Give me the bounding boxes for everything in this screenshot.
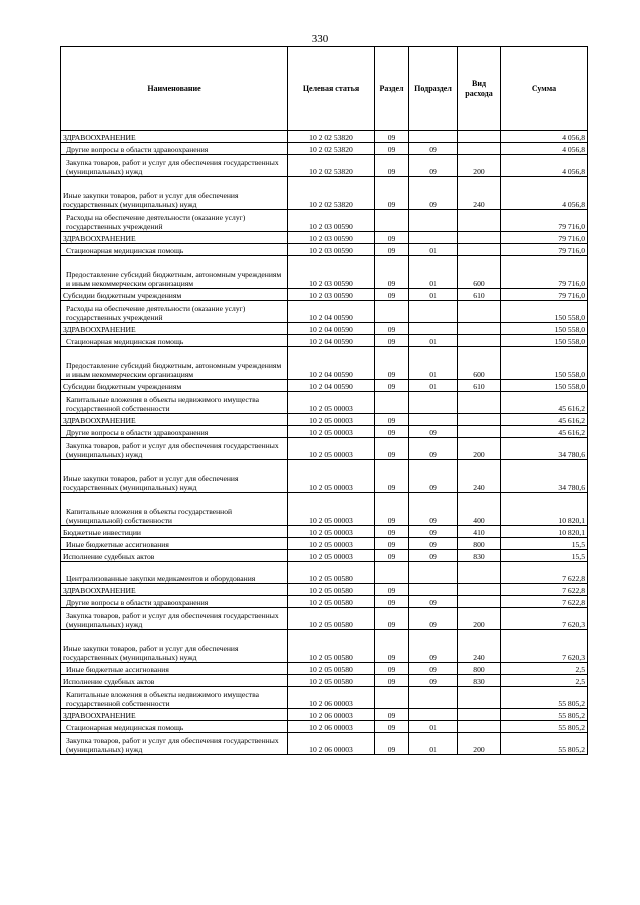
row-name-cell: Капитальные вложения в объекты недвижимого имущества государственной собственности (61, 392, 288, 414)
row-vid-cell (458, 143, 501, 155)
row-code-cell: 10 2 04 00590 (288, 347, 375, 380)
row-razdel-cell (375, 210, 409, 232)
row-code-cell: 10 2 06 00003 (288, 733, 375, 755)
row-sum-cell: 55 805,2 (501, 733, 588, 755)
row-code-cell: 10 2 05 00003 (288, 493, 375, 526)
row-podrazdel-cell (409, 584, 458, 596)
row-sum-cell: 150 558,0 (501, 323, 588, 335)
row-code-cell: 10 2 05 00003 (288, 550, 375, 562)
row-vid-cell: 400 (458, 493, 501, 526)
row-podrazdel-cell (409, 301, 458, 323)
table-row (61, 608, 588, 630)
row-razdel-cell: 09 (375, 256, 409, 289)
table-row (61, 550, 588, 562)
row-vid-cell (458, 596, 501, 608)
row-sum-cell: 79 716,0 (501, 232, 588, 244)
row-name-cell: ЗДРАВООХРАНЕНИЕ (61, 584, 288, 596)
row-podrazdel-cell (409, 392, 458, 414)
table-row (61, 256, 588, 289)
row-code-cell: 10 2 05 00580 (288, 663, 375, 675)
row-razdel-cell: 09 (375, 709, 409, 721)
row-name-cell: ЗДРАВООХРАНЕНИЕ (61, 323, 288, 335)
row-podrazdel-cell: 09 (409, 608, 458, 630)
row-code-cell: 10 2 06 00003 (288, 709, 375, 721)
row-vid-cell: 800 (458, 538, 501, 550)
row-code-cell: 10 2 02 53820 (288, 143, 375, 155)
table-row (61, 210, 588, 232)
row-code-cell: 10 2 03 00590 (288, 244, 375, 256)
row-vid-cell: 240 (458, 460, 501, 493)
row-name-cell: Предоставление субсидий бюджетным, автономным учреждениям и иным некоммерческим организациям (61, 256, 288, 289)
row-sum-cell: 150 558,0 (501, 380, 588, 392)
row-sum-cell: 34 780,6 (501, 460, 588, 493)
row-name-cell: Стационарная медицинская помощь (61, 721, 288, 733)
table-row (61, 596, 588, 608)
row-code-cell: 10 2 05 00003 (288, 538, 375, 550)
table-row (61, 721, 588, 733)
row-podrazdel-cell: 09 (409, 438, 458, 460)
row-sum-cell: 15,5 (501, 538, 588, 550)
row-code-cell: 10 2 02 53820 (288, 177, 375, 210)
row-name-cell: Иные бюджетные ассигнования (61, 538, 288, 550)
row-sum-cell: 4 056,8 (501, 143, 588, 155)
table-row (61, 143, 588, 155)
row-podrazdel-cell (409, 323, 458, 335)
row-sum-cell: 4 056,8 (501, 177, 588, 210)
row-code-cell: 10 2 05 00003 (288, 414, 375, 426)
row-vid-cell: 600 (458, 256, 501, 289)
row-vid-cell (458, 721, 501, 733)
row-razdel-cell: 09 (375, 335, 409, 347)
header-sum: Сумма (501, 47, 588, 131)
row-name-cell: Закупка товаров, работ и услуг для обеспечения государственных (муниципальных) нужд (61, 608, 288, 630)
row-code-cell: 10 2 05 00003 (288, 438, 375, 460)
row-podrazdel-cell (409, 131, 458, 143)
row-razdel-cell: 09 (375, 244, 409, 256)
row-code-cell: 10 2 04 00590 (288, 323, 375, 335)
row-podrazdel-cell (409, 687, 458, 709)
row-podrazdel-cell: 09 (409, 526, 458, 538)
row-vid-cell (458, 392, 501, 414)
row-razdel-cell: 09 (375, 675, 409, 687)
row-sum-cell: 34 780,6 (501, 438, 588, 460)
row-sum-cell: 150 558,0 (501, 301, 588, 323)
table-row (61, 392, 588, 414)
row-sum-cell: 45 616,2 (501, 426, 588, 438)
row-name-cell: Другие вопросы в области здравоохранения (61, 143, 288, 155)
row-razdel-cell (375, 301, 409, 323)
table-row (61, 630, 588, 663)
row-code-cell: 10 2 05 00580 (288, 608, 375, 630)
row-razdel-cell: 09 (375, 143, 409, 155)
row-name-cell: Иные закупки товаров, работ и услуг для обеспечения государственных (муниципальных) нужд (61, 460, 288, 493)
row-razdel-cell: 09 (375, 721, 409, 733)
row-sum-cell: 4 056,8 (501, 155, 588, 177)
row-sum-cell: 150 558,0 (501, 335, 588, 347)
table-row (61, 493, 588, 526)
row-razdel-cell: 09 (375, 596, 409, 608)
table-row (61, 301, 588, 323)
row-razdel-cell (375, 562, 409, 584)
row-razdel-cell: 09 (375, 550, 409, 562)
row-name-cell: Предоставление субсидий бюджетным, автономным учреждениям и иным некоммерческим организациям (61, 347, 288, 380)
row-sum-cell: 2,5 (501, 663, 588, 675)
row-razdel-cell: 09 (375, 608, 409, 630)
row-podrazdel-cell: 01 (409, 347, 458, 380)
row-sum-cell: 79 716,0 (501, 210, 588, 232)
row-razdel-cell: 09 (375, 493, 409, 526)
row-sum-cell: 4 056,8 (501, 131, 588, 143)
row-podrazdel-cell: 09 (409, 596, 458, 608)
row-razdel-cell: 09 (375, 584, 409, 596)
row-name-cell: ЗДРАВООХРАНЕНИЕ (61, 414, 288, 426)
row-sum-cell: 150 558,0 (501, 347, 588, 380)
header-razdel: Раздел (375, 47, 409, 131)
row-razdel-cell: 09 (375, 323, 409, 335)
row-name-cell: ЗДРАВООХРАНЕНИЕ (61, 131, 288, 143)
row-razdel-cell: 09 (375, 438, 409, 460)
header-podrazdel: Подраздел (409, 47, 458, 131)
row-podrazdel-cell (409, 709, 458, 721)
row-code-cell: 10 2 05 00580 (288, 562, 375, 584)
table-row (61, 584, 588, 596)
row-name-cell: Иные закупки товаров, работ и услуг для обеспечения государственных (муниципальных) нужд (61, 630, 288, 663)
row-vid-cell: 830 (458, 675, 501, 687)
row-podrazdel-cell: 09 (409, 538, 458, 550)
row-sum-cell: 10 820,1 (501, 526, 588, 538)
budget-table (60, 46, 588, 755)
row-sum-cell: 7 622,8 (501, 584, 588, 596)
row-sum-cell: 7 622,8 (501, 596, 588, 608)
row-vid-cell: 240 (458, 177, 501, 210)
page-number: 330 (311, 33, 329, 45)
row-code-cell: 10 2 06 00003 (288, 721, 375, 733)
row-sum-cell: 10 820,1 (501, 493, 588, 526)
row-vid-cell (458, 709, 501, 721)
table-row (61, 335, 588, 347)
row-code-cell: 10 2 04 00590 (288, 335, 375, 347)
row-code-cell: 10 2 03 00590 (288, 256, 375, 289)
row-name-cell: Закупка товаров, работ и услуг для обеспечения государственных (муниципальных) нужд (61, 733, 288, 755)
row-name-cell: ЗДРАВООХРАНЕНИЕ (61, 232, 288, 244)
row-name-cell: ЗДРАВООХРАНЕНИЕ (61, 709, 288, 721)
table-header-row (61, 47, 588, 131)
row-code-cell: 10 2 05 00580 (288, 596, 375, 608)
row-sum-cell: 55 805,2 (501, 709, 588, 721)
row-name-cell: Исполнение судебных актов (61, 675, 288, 687)
row-vid-cell: 610 (458, 289, 501, 301)
row-podrazdel-cell (409, 562, 458, 584)
table-row (61, 733, 588, 755)
table-row (61, 244, 588, 256)
row-code-cell: 10 2 05 00003 (288, 460, 375, 493)
row-vid-cell (458, 301, 501, 323)
row-podrazdel-cell: 09 (409, 630, 458, 663)
row-razdel-cell (375, 687, 409, 709)
row-code-cell: 10 2 02 53820 (288, 155, 375, 177)
row-razdel-cell (375, 392, 409, 414)
row-razdel-cell: 09 (375, 630, 409, 663)
row-vid-cell: 200 (458, 155, 501, 177)
row-name-cell: Расходы на обеспечение деятельности (оказание услуг) государственных учреждений (61, 210, 288, 232)
row-name-cell: Иные закупки товаров, работ и услуг для обеспечения государственных (муниципальных) нужд (61, 177, 288, 210)
row-code-cell: 10 2 05 00580 (288, 630, 375, 663)
row-sum-cell: 7 620,3 (501, 608, 588, 630)
row-code-cell: 10 2 03 00590 (288, 289, 375, 301)
row-name-cell: Субсидии бюджетным учреждениям (61, 380, 288, 392)
header-vid: Вид расхода (458, 47, 501, 131)
table-row (61, 426, 588, 438)
header-code: Целевая статья (288, 47, 375, 131)
row-name-cell: Централизованные закупки медикаментов и оборудования (61, 562, 288, 584)
row-code-cell: 10 2 03 00590 (288, 232, 375, 244)
row-vid-cell (458, 562, 501, 584)
row-name-cell: Субсидии бюджетным учреждениям (61, 289, 288, 301)
row-code-cell: 10 2 05 00580 (288, 584, 375, 596)
row-vid-cell (458, 426, 501, 438)
row-vid-cell (458, 210, 501, 232)
row-razdel-cell: 09 (375, 460, 409, 493)
row-name-cell: Другие вопросы в области здравоохранения (61, 596, 288, 608)
row-razdel-cell: 09 (375, 289, 409, 301)
row-vid-cell (458, 131, 501, 143)
table-row (61, 232, 588, 244)
row-vid-cell (458, 687, 501, 709)
row-vid-cell (458, 584, 501, 596)
row-name-cell: Бюджетные инвестиции (61, 526, 288, 538)
table-row (61, 414, 588, 426)
row-sum-cell: 55 805,2 (501, 721, 588, 733)
table-row (61, 709, 588, 721)
row-sum-cell: 45 616,2 (501, 414, 588, 426)
row-name-cell: Расходы на обеспечение деятельности (оказание услуг) государственных учреждений (61, 301, 288, 323)
row-code-cell: 10 2 05 00003 (288, 526, 375, 538)
row-name-cell: Другие вопросы в области здравоохранения (61, 426, 288, 438)
table-row (61, 526, 588, 538)
row-razdel-cell: 09 (375, 733, 409, 755)
row-sum-cell: 79 716,0 (501, 289, 588, 301)
row-vid-cell: 200 (458, 438, 501, 460)
row-code-cell: 10 2 04 00590 (288, 301, 375, 323)
row-podrazdel-cell: 09 (409, 493, 458, 526)
table-row (61, 663, 588, 675)
row-name-cell: Стационарная медицинская помощь (61, 335, 288, 347)
row-razdel-cell: 09 (375, 232, 409, 244)
row-vid-cell: 800 (458, 663, 501, 675)
table-row (61, 289, 588, 301)
row-name-cell: Капитальные вложения в объекты недвижимого имущества государственной собственности (61, 687, 288, 709)
row-vid-cell: 200 (458, 733, 501, 755)
row-podrazdel-cell: 09 (409, 155, 458, 177)
table-row (61, 687, 588, 709)
row-code-cell: 10 2 04 00590 (288, 380, 375, 392)
row-razdel-cell: 09 (375, 426, 409, 438)
row-podrazdel-cell: 01 (409, 335, 458, 347)
table-row (61, 155, 588, 177)
row-podrazdel-cell (409, 232, 458, 244)
row-razdel-cell: 09 (375, 155, 409, 177)
table-row (61, 438, 588, 460)
row-code-cell: 10 2 05 00003 (288, 426, 375, 438)
row-podrazdel-cell: 01 (409, 289, 458, 301)
table-row (61, 380, 588, 392)
table-row (61, 538, 588, 550)
row-sum-cell: 7 622,8 (501, 562, 588, 584)
row-podrazdel-cell: 09 (409, 675, 458, 687)
row-sum-cell: 45 616,2 (501, 392, 588, 414)
row-vid-cell: 200 (458, 608, 501, 630)
row-vid-cell (458, 244, 501, 256)
row-razdel-cell: 09 (375, 380, 409, 392)
row-podrazdel-cell: 09 (409, 663, 458, 675)
row-vid-cell: 240 (458, 630, 501, 663)
row-podrazdel-cell (409, 210, 458, 232)
row-vid-cell: 610 (458, 380, 501, 392)
row-razdel-cell: 09 (375, 177, 409, 210)
table-row (61, 460, 588, 493)
table-row (61, 562, 588, 584)
row-sum-cell: 2,5 (501, 675, 588, 687)
row-podrazdel-cell: 09 (409, 143, 458, 155)
row-podrazdel-cell: 01 (409, 256, 458, 289)
row-razdel-cell: 09 (375, 347, 409, 380)
row-code-cell: 10 2 02 53820 (288, 131, 375, 143)
row-razdel-cell: 09 (375, 526, 409, 538)
header-name: Наименование (61, 47, 288, 131)
row-vid-cell: 830 (458, 550, 501, 562)
row-vid-cell (458, 323, 501, 335)
row-sum-cell: 7 620,3 (501, 630, 588, 663)
table-body (61, 131, 588, 755)
row-code-cell: 10 2 06 00003 (288, 687, 375, 709)
row-podrazdel-cell: 01 (409, 244, 458, 256)
row-sum-cell: 79 716,0 (501, 256, 588, 289)
row-podrazdel-cell: 01 (409, 721, 458, 733)
row-code-cell: 10 2 05 00580 (288, 675, 375, 687)
row-vid-cell: 600 (458, 347, 501, 380)
row-sum-cell: 15,5 (501, 550, 588, 562)
row-razdel-cell: 09 (375, 414, 409, 426)
row-name-cell: Исполнение судебных актов (61, 550, 288, 562)
row-name-cell: Стационарная медицинская помощь (61, 244, 288, 256)
row-podrazdel-cell (409, 414, 458, 426)
row-sum-cell: 55 805,2 (501, 687, 588, 709)
row-podrazdel-cell: 01 (409, 380, 458, 392)
row-vid-cell (458, 335, 501, 347)
row-podrazdel-cell: 09 (409, 460, 458, 493)
row-podrazdel-cell: 09 (409, 426, 458, 438)
table-row (61, 675, 588, 687)
table-row (61, 347, 588, 380)
table-row (61, 177, 588, 210)
row-razdel-cell: 09 (375, 663, 409, 675)
row-name-cell: Капитальные вложения в объекты государственной (муниципальной) собственности (61, 493, 288, 526)
row-razdel-cell: 09 (375, 538, 409, 550)
row-podrazdel-cell: 09 (409, 177, 458, 210)
row-name-cell: Закупка товаров, работ и услуг для обеспечения государственных (муниципальных) нужд (61, 155, 288, 177)
row-vid-cell (458, 232, 501, 244)
row-podrazdel-cell: 09 (409, 550, 458, 562)
row-name-cell: Иные бюджетные ассигнования (61, 663, 288, 675)
row-code-cell: 10 2 03 00590 (288, 210, 375, 232)
table-row (61, 131, 588, 143)
row-code-cell: 10 2 05 00003 (288, 392, 375, 414)
table-row (61, 323, 588, 335)
row-sum-cell: 79 716,0 (501, 244, 588, 256)
row-podrazdel-cell: 01 (409, 733, 458, 755)
row-vid-cell: 410 (458, 526, 501, 538)
row-razdel-cell: 09 (375, 131, 409, 143)
row-vid-cell (458, 414, 501, 426)
row-name-cell: Закупка товаров, работ и услуг для обеспечения государственных (муниципальных) нужд (61, 438, 288, 460)
